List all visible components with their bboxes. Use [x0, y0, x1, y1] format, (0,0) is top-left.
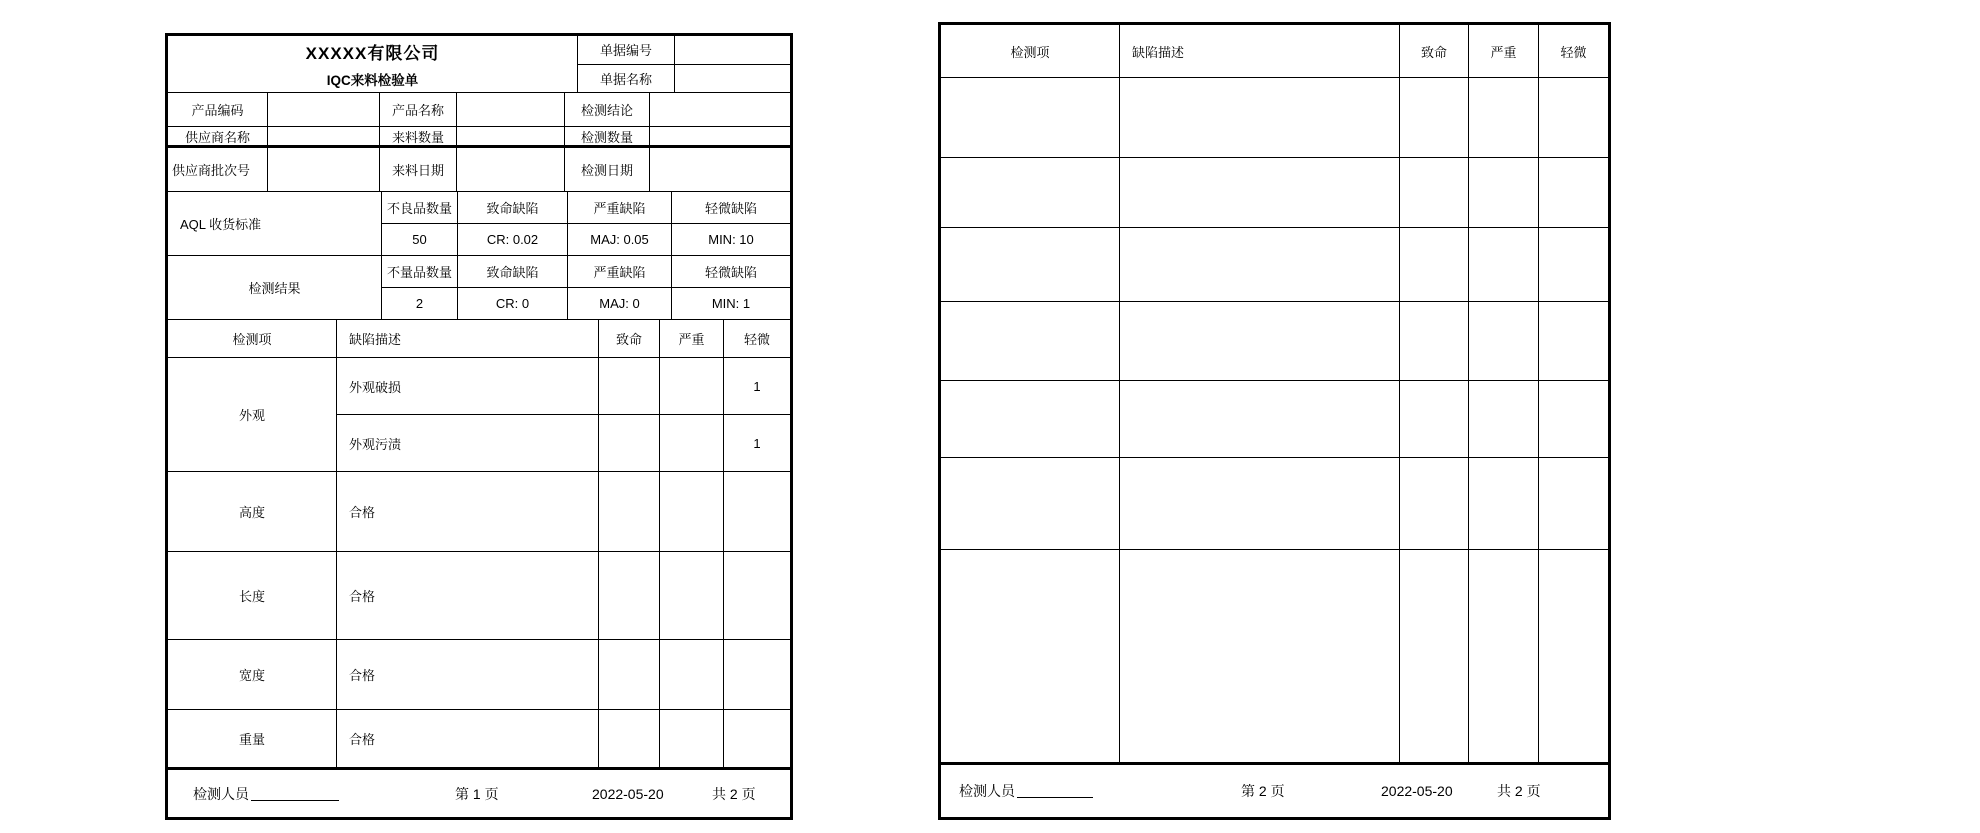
product-name-label: 产品名称	[380, 93, 457, 126]
empty-row	[941, 381, 1608, 458]
minor-count: 1	[753, 435, 761, 451]
result-major	[568, 256, 672, 319]
aql-block	[168, 192, 790, 256]
company-name: XXXXX有限公司	[305, 44, 440, 63]
desc-cell	[1120, 228, 1400, 301]
supplier-name-value	[268, 127, 380, 145]
col-header-major: 严重	[1469, 25, 1539, 77]
doc-no-row	[578, 36, 790, 65]
empty-row	[941, 550, 1608, 765]
desc-cell	[1120, 550, 1400, 762]
item-cell	[941, 550, 1120, 762]
col-header-critical: 致命	[599, 320, 660, 357]
aql-label: AQL 收货标准	[168, 192, 382, 255]
aql-defective-qty-header: 不良品数量	[382, 192, 457, 224]
minor-cell	[1539, 381, 1608, 457]
minor-count: 1	[753, 378, 761, 394]
minor-cell	[1539, 228, 1608, 301]
item-cell	[941, 458, 1120, 549]
incoming-qty-label: 来料数量	[380, 127, 457, 145]
footer-p1	[168, 770, 790, 817]
item-label: 长度	[168, 552, 337, 639]
major-count	[660, 472, 724, 551]
inspector-label: 检测人员	[959, 783, 1015, 799]
critical-count	[599, 472, 660, 551]
row-length	[168, 552, 790, 640]
inspect-conclusion-label: 检测结论	[565, 93, 650, 126]
col-header-major: 严重	[660, 320, 724, 357]
doc-no-value	[675, 36, 790, 64]
critical-count	[599, 358, 660, 414]
title-area	[168, 36, 578, 92]
table-header-row-p1	[168, 320, 790, 358]
inspector-label: 检测人员	[193, 785, 249, 802]
row-appearance	[168, 358, 790, 472]
desc-cell	[1120, 78, 1400, 157]
item-label: 宽度	[168, 640, 337, 709]
item-label: 高度	[168, 472, 337, 551]
print-date: 2022-05-20	[1381, 783, 1453, 799]
empty-row	[941, 458, 1608, 550]
col-header-minor: 轻微	[743, 332, 770, 347]
desc-cell	[1120, 302, 1400, 380]
major-cell	[1469, 228, 1539, 301]
empty-row	[941, 228, 1608, 302]
doc-no-label: 单据编号	[578, 36, 675, 64]
critical-cell	[1400, 302, 1469, 380]
form-page-2	[938, 22, 1611, 820]
critical-count	[599, 710, 660, 767]
result-defective-qty-header: 不量品数量	[382, 256, 457, 288]
item-desc: 合格	[337, 552, 599, 639]
item-label: 重量	[168, 710, 337, 767]
incoming-date-value	[457, 148, 565, 191]
empty-row	[941, 78, 1608, 158]
inspect-date-value	[650, 148, 790, 191]
minor-cell	[1539, 302, 1608, 380]
critical-count	[599, 415, 660, 471]
inspector-signature	[193, 770, 339, 817]
item-cell	[941, 381, 1120, 457]
incoming-qty-value	[457, 127, 565, 145]
aql-defective-qty	[382, 192, 458, 255]
result-minor	[672, 256, 790, 319]
inspect-qty-label: 检测数量	[565, 127, 650, 145]
col-header-item: 检测项	[168, 320, 337, 357]
aql-major-header: 严重缺陷	[568, 192, 671, 224]
info-row-supplier	[168, 127, 790, 148]
empty-row	[941, 158, 1608, 228]
result-block	[168, 256, 790, 320]
result-label: 检测结果	[168, 256, 382, 319]
aql-critical	[458, 192, 568, 255]
empty-row	[941, 302, 1608, 381]
critical-cell	[1400, 158, 1469, 227]
aql-defective-qty-value: 50	[412, 232, 427, 247]
major-cell	[1469, 302, 1539, 380]
item-desc: 合格	[337, 472, 599, 551]
form-page-1	[165, 33, 793, 820]
title-block	[168, 36, 790, 93]
result-minor-value: MIN: 1	[711, 296, 751, 311]
page-number: 第 2 页	[1241, 783, 1285, 799]
signature-line	[1017, 784, 1093, 798]
defect-desc: 外观污渍	[337, 415, 599, 471]
result-defective-qty-value: 2	[415, 296, 424, 311]
result-major-header: 严重缺陷	[568, 256, 671, 288]
appearance-subrow-stain	[337, 415, 790, 471]
doc-meta	[578, 36, 790, 92]
inspect-conclusion-value	[650, 93, 790, 126]
result-major-value: MAJ: 0	[599, 296, 640, 311]
info-row-batch	[168, 148, 790, 192]
minor-count	[724, 710, 790, 767]
major-count	[660, 552, 724, 639]
item-cell	[941, 302, 1120, 380]
col-header-minor: 轻微	[1560, 44, 1587, 60]
col-header-desc: 缺陷描述	[337, 320, 599, 357]
supplier-name-label: 供应商名称	[168, 127, 268, 145]
row-weight	[168, 710, 790, 770]
inspect-qty-value	[650, 127, 790, 145]
supplier-batch-value	[268, 148, 380, 191]
item-cell	[941, 228, 1120, 301]
row-height	[168, 472, 790, 552]
inspect-date-label: 检测日期	[565, 148, 650, 191]
product-name-value	[457, 93, 565, 126]
info-row-product	[168, 93, 790, 127]
major-cell	[1469, 158, 1539, 227]
page-number: 第 1 页	[455, 785, 499, 802]
aql-minor-header: 轻微缺陷	[672, 192, 790, 224]
appearance-subrows	[337, 358, 790, 471]
critical-cell	[1400, 228, 1469, 301]
result-critical-header: 致命缺陷	[458, 256, 567, 288]
critical-count	[599, 552, 660, 639]
item-desc: 合格	[337, 710, 599, 767]
col-header-desc: 缺陷描述	[1120, 25, 1400, 77]
critical-cell	[1400, 78, 1469, 157]
total-pages: 共 2 页	[1497, 783, 1541, 799]
item-cell	[941, 158, 1120, 227]
minor-cell	[1539, 158, 1608, 227]
aql-major	[568, 192, 672, 255]
critical-cell	[1400, 550, 1469, 762]
result-critical	[458, 256, 568, 319]
footer-p2	[941, 765, 1608, 817]
major-count	[660, 710, 724, 767]
major-count	[660, 415, 724, 471]
supplier-batch-label: 供应商批次号	[168, 148, 268, 191]
major-cell	[1469, 381, 1539, 457]
result-critical-value: CR: 0	[495, 296, 530, 311]
result-minor-header: 轻微缺陷	[672, 256, 790, 288]
result-defective-qty	[382, 256, 458, 319]
doc-name-value	[675, 65, 790, 93]
incoming-date-label: 来料日期	[380, 148, 457, 191]
major-count	[660, 358, 724, 414]
product-code-value	[268, 93, 380, 126]
aql-major-value: MAJ: 0.05	[590, 232, 649, 247]
major-count	[660, 640, 724, 709]
minor-cell	[1539, 550, 1608, 762]
aql-critical-value: CR: 0.02	[486, 232, 539, 247]
doc-name-row	[578, 65, 790, 93]
major-cell	[1469, 78, 1539, 157]
minor-count	[724, 640, 790, 709]
item-desc: 合格	[337, 640, 599, 709]
aql-critical-header: 致命缺陷	[458, 192, 567, 224]
major-cell	[1469, 550, 1539, 762]
row-width	[168, 640, 790, 710]
appearance-item-label: 外观	[168, 358, 337, 471]
desc-cell	[1120, 458, 1400, 549]
minor-cell	[1539, 78, 1608, 157]
critical-cell	[1400, 458, 1469, 549]
aql-minor-value: MIN: 10	[708, 232, 754, 247]
defect-desc: 外观破损	[337, 358, 599, 414]
print-date: 2022-05-20	[592, 785, 664, 802]
form-title: IQC来料检验单	[326, 73, 419, 88]
desc-cell	[1120, 158, 1400, 227]
col-header-item: 检测项	[941, 25, 1120, 77]
aql-minor	[672, 192, 790, 255]
minor-count	[724, 472, 790, 551]
doc-name-label: 单据名称	[578, 65, 675, 93]
inspector-signature	[959, 765, 1093, 817]
table-header-row-p2	[941, 25, 1608, 78]
critical-count	[599, 640, 660, 709]
minor-count	[724, 552, 790, 639]
appearance-subrow-damage	[337, 358, 790, 415]
minor-cell	[1539, 458, 1608, 549]
desc-cell	[1120, 381, 1400, 457]
col-header-critical: 致命	[1400, 25, 1469, 77]
item-cell	[941, 78, 1120, 157]
signature-line	[251, 787, 339, 801]
major-cell	[1469, 458, 1539, 549]
product-code-label: 产品编码	[168, 93, 268, 126]
total-pages: 共 2 页	[712, 785, 756, 802]
critical-cell	[1400, 381, 1469, 457]
